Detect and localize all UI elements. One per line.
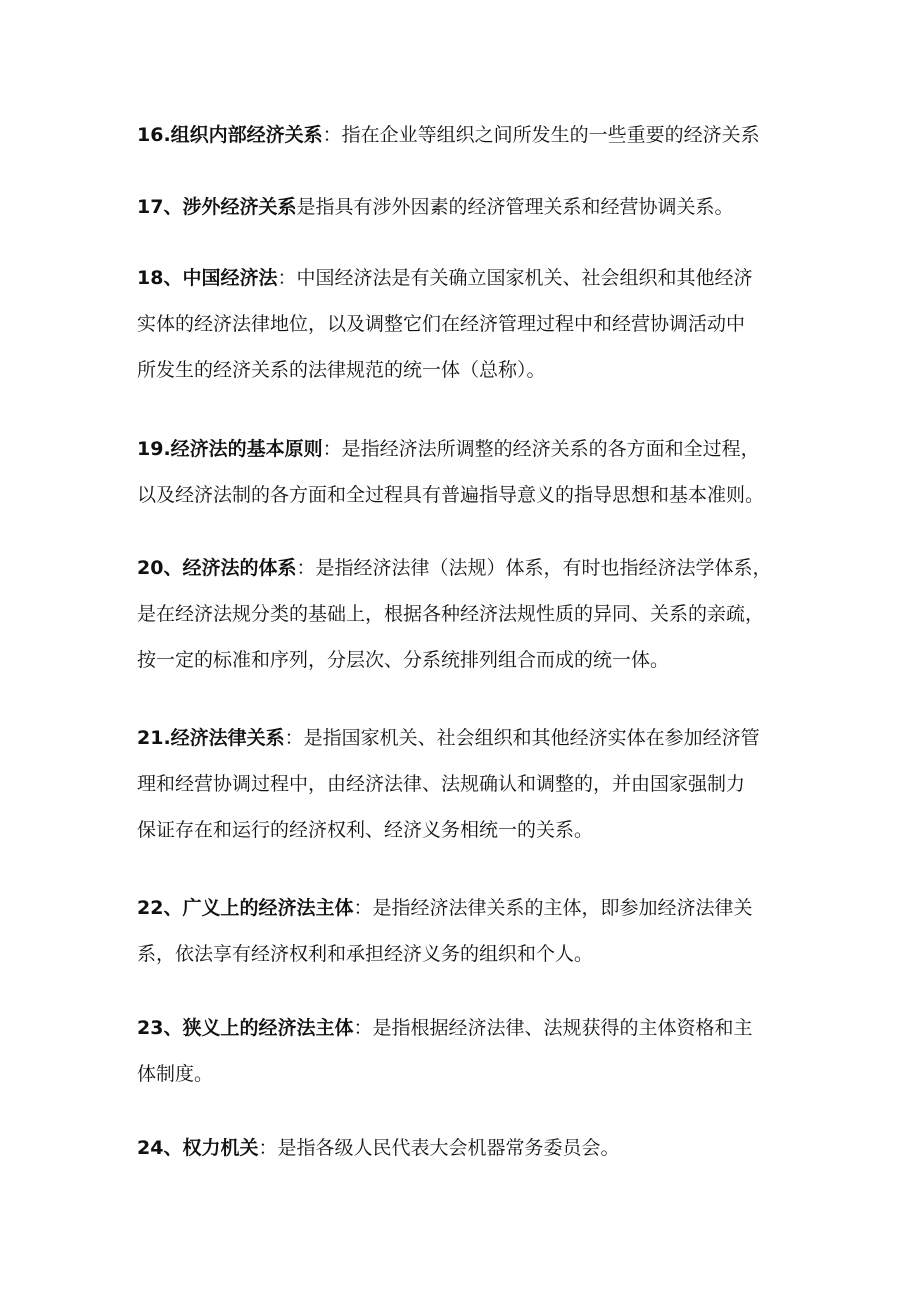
term-label: 18、中国经济法: [137, 267, 278, 289]
definition-19: [137, 426, 807, 518]
term-label: 19.经济法的基本原则: [137, 438, 323, 460]
definition-18: [137, 255, 807, 393]
term-label: 23、狭义上的经济法主体: [137, 1017, 354, 1039]
definition-text: 保证存在和运行的经济权利、经济义务相统一的关系。: [137, 819, 594, 841]
definition-text: ：是指国家机关、社会组织和其他经济实体在参加经济管: [284, 727, 760, 749]
definition-text: 是在经济法规分类的基础上，根据各种经济法规性质的异同、关系的亲疏，: [137, 603, 765, 625]
definition-20: [137, 545, 807, 683]
definition-text: 按一定的标准和序列，分层次、分系统排列组合而成的统一体。: [137, 649, 670, 671]
definition-text: ：是指根据经济法律、法规获得的主体资格和主: [353, 1017, 753, 1039]
term-label: 16.组织内部经济关系: [137, 124, 323, 146]
definition-text: 以及经济法制的各方面和全过程具有普遍指导意义的指导思想和基本准则。: [137, 484, 765, 506]
definition-text: ：是指各级人民代表大会机器常务委员会。: [258, 1137, 620, 1159]
definition-17: [137, 184, 807, 230]
definition-text: 体制度。: [137, 1063, 214, 1085]
definition-text: ：是指经济法律关系的主体，即参加经济法律关: [353, 897, 753, 919]
definition-text: 系，依法享有经济权利和承担经济义务的组织和个人。: [137, 943, 594, 965]
definition-text: ：是指经济法律（法规）体系，有时也指经济法学体系，: [296, 557, 772, 579]
term-label: 17、涉外经济关系: [137, 196, 297, 218]
definition-21: [137, 715, 807, 853]
term-label: 20、经济法的体系: [137, 557, 297, 579]
definition-text: ：指在企业等组织之间所发生的一些重要的经济关系: [322, 124, 760, 146]
definition-text: 理和经营协调过程中，由经济法律、法规确认和调整的，并由国家强制力: [137, 773, 746, 795]
definition-24: [137, 1125, 807, 1171]
term-label: 24、权力机关: [137, 1137, 259, 1159]
definition-text: 是指具有涉外因素的经济管理关系和经营协调关系。: [296, 196, 734, 218]
term-label: 22、广义上的经济法主体: [137, 897, 354, 919]
definition-text: 所发生的经济关系的法律规范的统一体（总称）。: [137, 359, 546, 381]
term-label: 21.经济法律关系: [137, 727, 285, 749]
definition-text: ：是指经济法所调整的经济关系的各方面和全过程，: [322, 438, 760, 460]
definition-16: [137, 112, 807, 158]
definition-text: ：中国经济法是有关确立国家机关、社会组织和其他经济: [277, 267, 753, 289]
definition-text: 实体的经济法律地位，以及调整它们在经济管理过程中和经营协调活动中: [137, 313, 746, 335]
definition-22: [137, 885, 807, 977]
definition-23: [137, 1005, 807, 1097]
